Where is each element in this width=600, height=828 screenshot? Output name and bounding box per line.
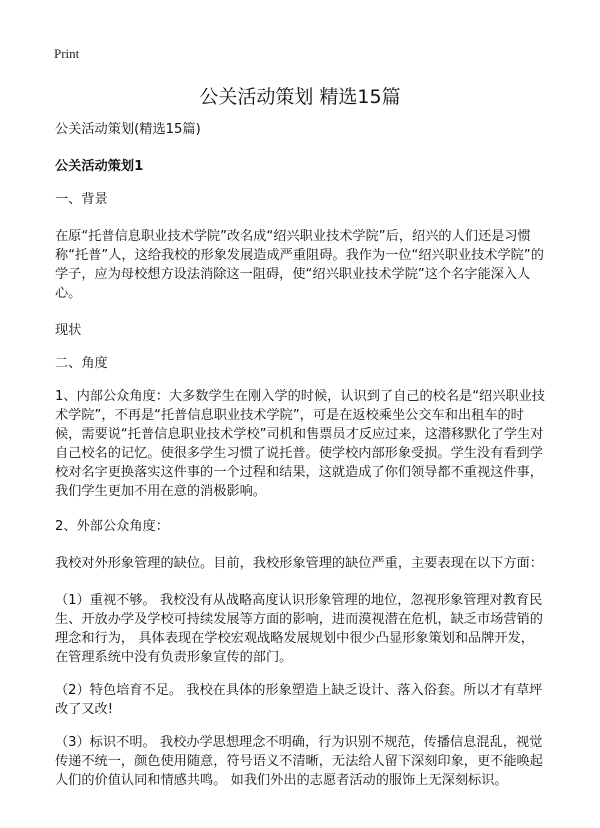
- document-subtitle: 公关活动策划(精选15篇): [55, 122, 201, 137]
- paragraph-image-management: 我校对外形象管理的缺位。目前，我校形象管理的缺位严重，主要表现在以下方面：: [55, 556, 543, 571]
- document-body: [55, 120, 550, 790]
- print-link[interactable]: Print: [54, 46, 80, 61]
- paragraph-internal-angle: 1、内部公众角度：大多数学生在刚入学的时候，认识到了自己的校名是“绍兴职业技术学院”，不再是“托普信息职业技术学院”，可是在返校乘坐公交车和出租车的时候，需要说“托普信息职业技术学校”司机和售票员才反应过来，这潜移默化了学生对自己校名的记忆。使很多学生习惯了说托普。使学校内部形象受损。学生没有看到学校对名字更换落实这件事的一个过程和结果，这就造成了你们领导都不重视这件事，我们学生更加不用在意的消极影响。: [55, 389, 545, 499]
- paragraph-external-angle: 2、外部公众角度：: [55, 519, 169, 534]
- paragraph-background: 在原“托普信息职业技术学院”改名成“绍兴职业技术学院”后，绍兴的人们还是习惯称“托普”人，这给我校的形象发展造成严重阻碍。我作为一位“绍兴职业技术学院”的学子，应为母校想方设法消除这一阻碍，使“绍兴职业技术学院”这个名字能深入人心。: [55, 229, 544, 301]
- paragraph-point-1: （1）重视不够。 我校没有从战略高度认识形象管理的地位，忽视形象管理对教育民生、开放办学及学校可持续发展等方面的影响，进而漠视潜在危机，缺乏市场营销的理念和行为， 具体表现在学校宏观战略发展规划中很少凸显形象策划和品牌开发， 在管理系统中没有负责形象宣传的部门。: [55, 593, 543, 665]
- page-title: 公关活动策划 精选15篇: [199, 86, 401, 108]
- paragraph-background-heading: 一、背景: [55, 192, 108, 207]
- paragraph-point-2: （2）特色培育不足。 我校在具体的形象塑造上缺乏设计、落入俗套。所以才有草坪改了又改!: [55, 683, 543, 717]
- section-heading: 公关活动策划1: [55, 159, 144, 174]
- paragraph-point-3: （3）标识不明。 我校办学思想理念不明确，行为识别不规范，传播信息混乱，视觉传递不统一，颜色使用随意，符号语义不清晰，无法给人留下深刻印象，更不能唤起人们的价值认同和情感共鸣。 如我们外出的志愿者活动的服饰上无深刻标识。: [55, 735, 543, 788]
- paragraph-status: 现状: [55, 323, 82, 338]
- paragraph-angle-heading: 二、角度: [55, 356, 108, 371]
